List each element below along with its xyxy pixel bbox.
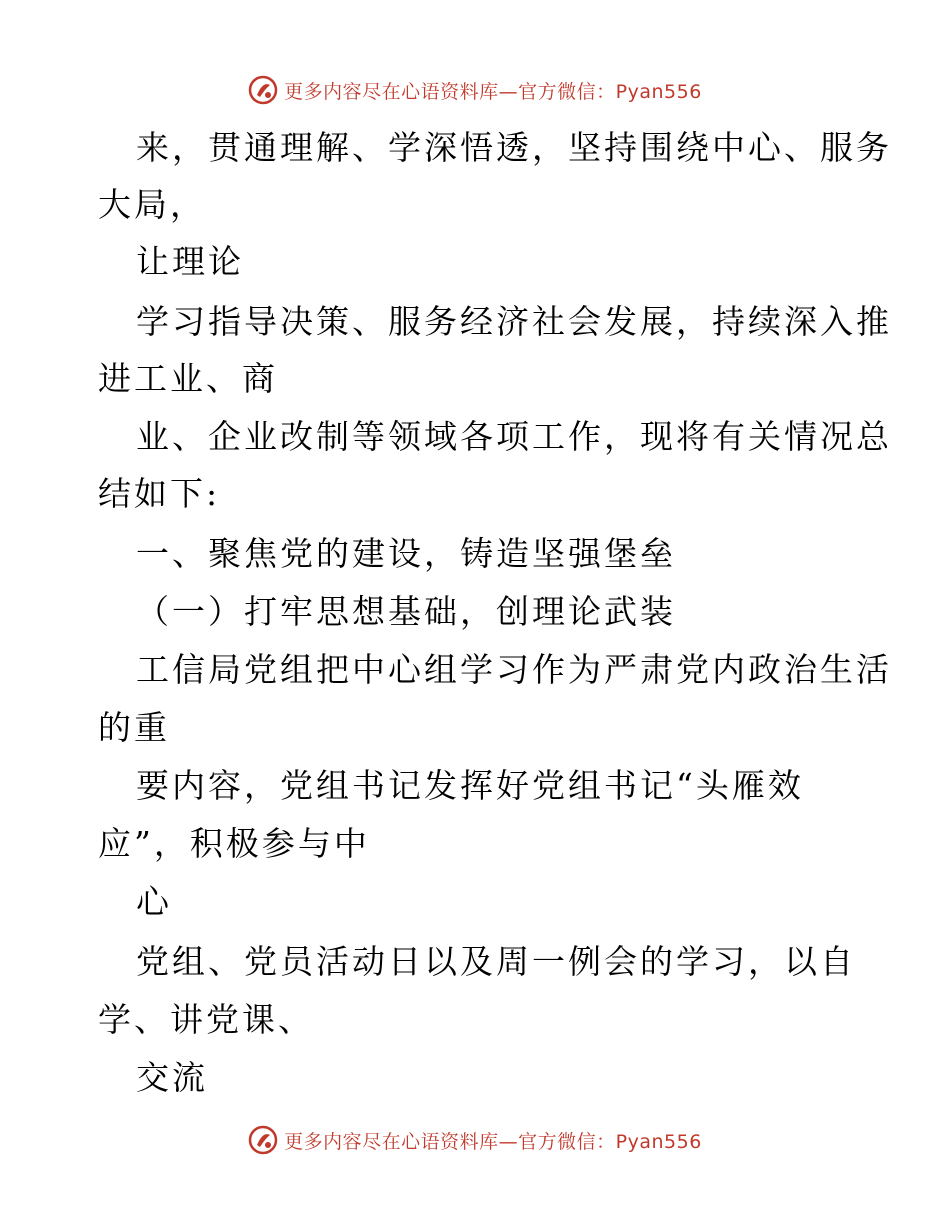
footer-watermark-banner xyxy=(0,1118,950,1162)
body-line: 心 xyxy=(136,882,172,921)
body-line: 大局， xyxy=(98,185,206,224)
brand-logo-icon xyxy=(248,1125,278,1155)
brand-logo-icon xyxy=(248,75,278,105)
footer-wechat-handle: Pyan556 xyxy=(615,1130,702,1153)
body-line: 结如下: xyxy=(98,474,221,513)
header-wechat-handle: Pyan556 xyxy=(615,80,702,103)
footer-watermark-text: 更多内容尽在心语资料库—官方微信：Pyan556 xyxy=(284,1130,702,1153)
body-line: 交流 xyxy=(136,1058,208,1097)
body-line: 学习指导决策、服务经济社会发展，持续深入推 xyxy=(136,302,892,341)
body-line: 党组、党员活动日以及周一例会的学习，以自 xyxy=(136,942,856,981)
header-watermark-text: 更多内容尽在心语资料库—官方微信：Pyan556 xyxy=(284,80,702,103)
body-line: 应”，积极参与中 xyxy=(98,824,370,863)
body-line: 工信局党组把中心组学习作为严肃党内政治生活 xyxy=(136,650,892,689)
body-line: 学、讲党课、 xyxy=(98,1000,314,1039)
section-heading: 一、聚焦党的建设，铸造坚强堡垒 xyxy=(136,534,676,573)
body-line: 业、企业改制等领域各项工作，现将有关情况总 xyxy=(136,417,892,456)
header-watermark-banner xyxy=(0,68,950,112)
body-line: 进工业、商 xyxy=(98,359,278,398)
body-line: 的重 xyxy=(98,708,170,747)
body-line: 让理论 xyxy=(136,242,244,281)
subsection-heading: （一）打牢思想基础，创理论武装 xyxy=(136,592,676,631)
body-line: 来，贯通理解、学深悟透，坚持围绕中心、服务 xyxy=(136,128,892,167)
body-line: 要内容，党组书记发挥好党组书记“头雁效 xyxy=(136,766,804,805)
